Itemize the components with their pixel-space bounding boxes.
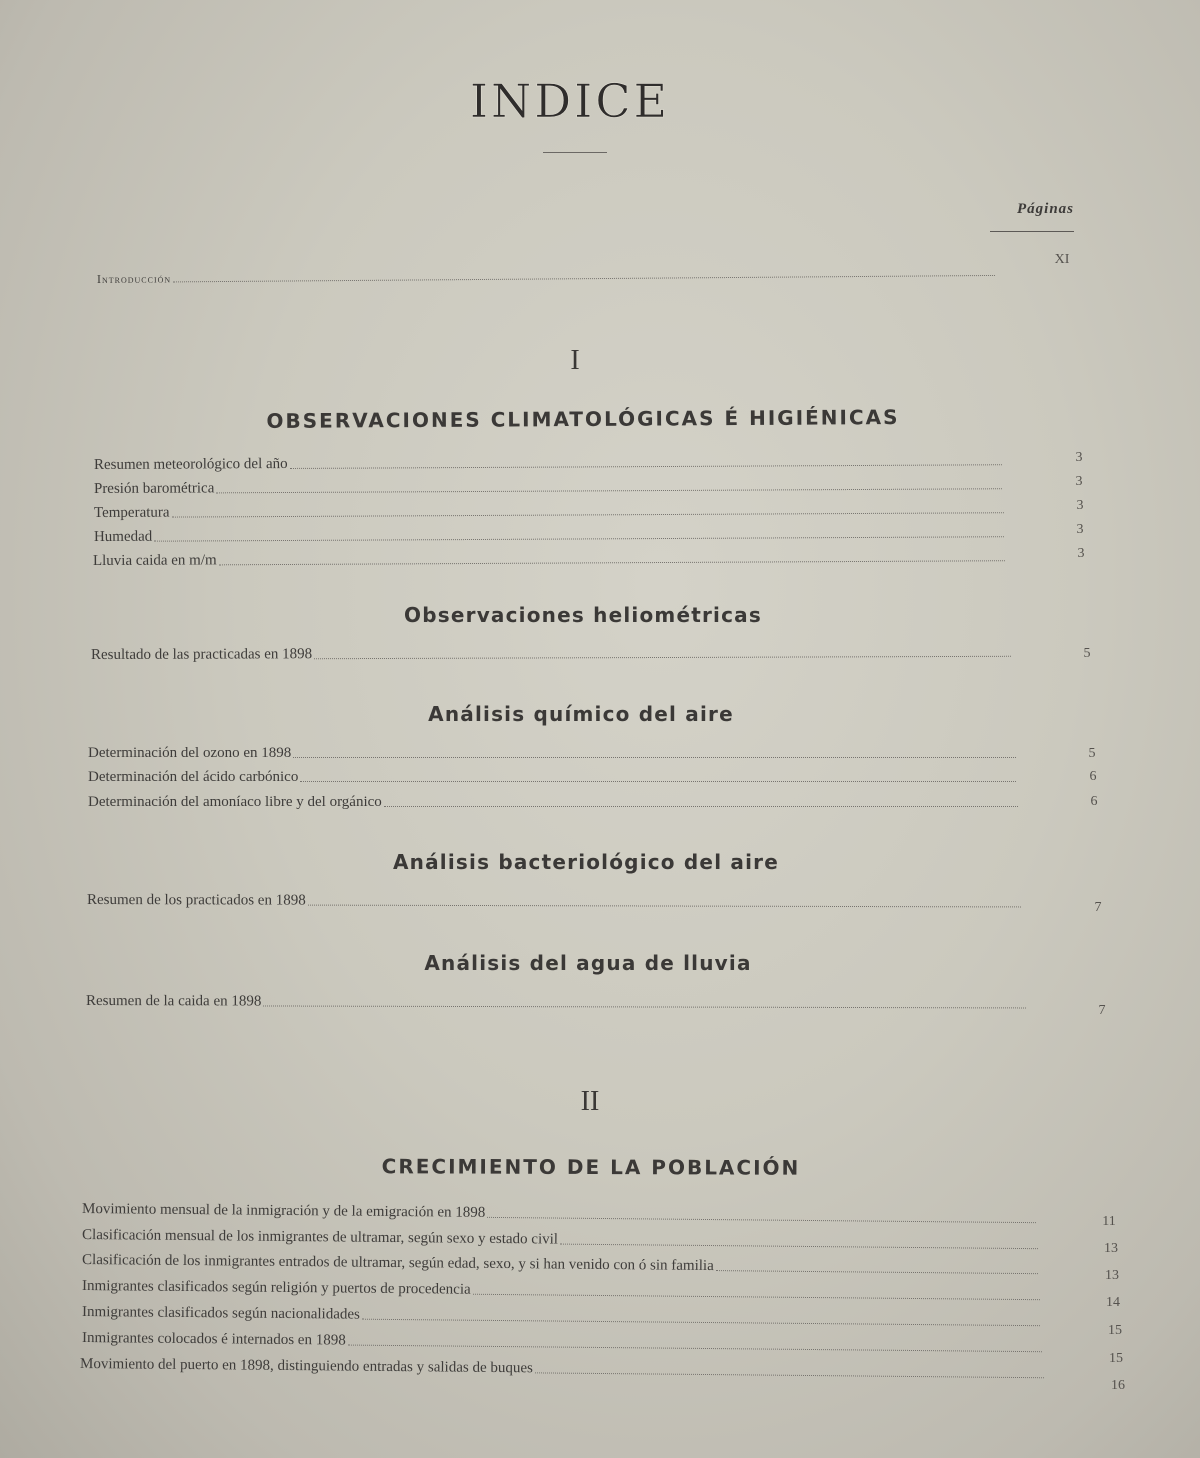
- toc-page-number: 3: [1075, 474, 1083, 489]
- toc-entry: [82, 1201, 1038, 1227]
- pages-column-rule: [990, 231, 1074, 232]
- toc-entry: [91, 644, 1013, 664]
- page-title: INDICE: [469, 74, 671, 128]
- dot-leader: [314, 656, 1011, 659]
- toc-entry-label: Determinación del amoníaco libre y del orgánico: [88, 794, 382, 810]
- toc-entry: [88, 769, 1018, 786]
- toc-entry: [94, 524, 1006, 546]
- section-heading-agua-lluvia: Análisis del agua de lluvia: [424, 951, 752, 975]
- part-numeral-2: II: [580, 1086, 600, 1117]
- toc-entry: [93, 548, 1007, 570]
- dot-leader: [216, 488, 1002, 493]
- toc-entry-label: Inmigrantes clasificados según nacionalidades: [82, 1304, 360, 1323]
- toc-entry: [94, 500, 1006, 522]
- toc-entry-label: Clasificación de los inmigrantes entrados de ultramar, según edad, sexo, y si han venido con ó sin familia: [82, 1252, 714, 1275]
- dot-leader: [487, 1217, 1036, 1223]
- toc-entry: [86, 993, 1028, 1012]
- pages-column-header: Páginas: [1016, 201, 1074, 217]
- toc-page-number: 7: [1094, 900, 1102, 915]
- toc-entry-label: Temperatura: [93, 504, 170, 521]
- toc-page-number: 3: [1077, 546, 1085, 561]
- toc-page-number: 11: [1102, 1214, 1116, 1229]
- section-heading-heliometricas: Observaciones heliométricas: [404, 603, 762, 627]
- toc-page-number: 6: [1090, 794, 1098, 809]
- toc-page-number: 7: [1098, 1003, 1106, 1018]
- toc-entry-intro: [97, 265, 997, 287]
- toc-entry-label: Humedad: [93, 528, 153, 545]
- toc-entry: [87, 892, 1023, 911]
- dot-leader: [473, 1294, 1040, 1300]
- toc-page-number: 6: [1089, 769, 1097, 784]
- toc-entry-label: Resumen meteorológico del año: [93, 455, 288, 473]
- toc-page-number: 3: [1076, 522, 1084, 537]
- toc-page-number: 5: [1083, 646, 1091, 661]
- toc-entry: [88, 745, 1018, 762]
- toc-entry-label: Determinación del ozono en 1898: [88, 745, 292, 761]
- dot-leader: [172, 512, 1004, 517]
- dot-leader: [560, 1244, 1038, 1250]
- toc-page-number: 3: [1075, 450, 1083, 465]
- dot-leader: [535, 1372, 1044, 1378]
- dot-leader: [219, 560, 1005, 565]
- toc-entry: [94, 452, 1004, 474]
- toc-entry: [80, 1356, 1046, 1382]
- toc-entry-label: Movimiento del puerto en 1898, distinguiendo entradas y salidas de buques: [80, 1356, 533, 1377]
- dot-leader: [263, 1005, 1026, 1008]
- toc-page-number: 5: [1088, 746, 1096, 761]
- toc-page-number: 15: [1108, 1323, 1122, 1338]
- section-heading-bacteriologico: Análisis bacteriológico del aire: [392, 850, 779, 874]
- dot-leader: [290, 464, 1002, 469]
- dot-leader: [362, 1319, 1040, 1327]
- dot-leader: [384, 806, 1018, 807]
- part-numeral-1: I: [570, 345, 580, 376]
- dot-leader: [308, 905, 1021, 908]
- section-heading-quimico: Análisis químico del aire: [428, 702, 734, 726]
- toc-page-number: XI: [1054, 252, 1070, 267]
- toc-entry: [88, 794, 1020, 811]
- toc-page-number: 13: [1104, 1241, 1118, 1256]
- toc-page-number: 3: [1076, 498, 1084, 513]
- toc-page-number: 15: [1109, 1351, 1123, 1366]
- toc-entry: [82, 1304, 1042, 1330]
- toc-entry-label: Resultado de las practicadas en 1898: [90, 646, 313, 663]
- dot-leader: [173, 275, 995, 282]
- title-divider: [543, 152, 607, 153]
- toc-entry: [82, 1227, 1040, 1253]
- toc-entry: [82, 1330, 1044, 1356]
- dot-leader: [716, 1270, 1038, 1274]
- dot-leader: [154, 536, 1004, 541]
- toc-entry-label: Presión barométrica: [93, 480, 215, 497]
- toc-entry-label: Introducción: [96, 271, 172, 287]
- toc-entry-label: Clasificación mensual de los inmigrantes de ultramar, según sexo y estado civil: [82, 1227, 559, 1248]
- dot-leader: [293, 757, 1016, 758]
- toc-page-number: 13: [1105, 1268, 1119, 1283]
- toc-entry-label: Inmigrantes colocados é internados en 1898: [82, 1330, 346, 1349]
- dot-leader: [300, 781, 1016, 782]
- section-heading-climatologicas: OBSERVACIONES CLIMATOLÓGICAS É HIGIÉNICAS: [266, 405, 900, 433]
- toc-entry: [94, 476, 1004, 498]
- toc-page-number: 14: [1106, 1295, 1120, 1310]
- section-heading-poblacion: CRECIMIENTO DE LA POBLACIÓN: [381, 1154, 801, 1180]
- toc-entry-label: Determinación del ácido carbónico: [88, 769, 299, 785]
- toc-page-number: 16: [1111, 1378, 1125, 1393]
- toc-entry: [82, 1278, 1042, 1304]
- toc-entry-label: Resumen de los practicados en 1898: [87, 892, 306, 909]
- toc-entry-label: Movimiento mensual de la inmigración y de la emigración en 1898: [82, 1201, 486, 1221]
- dot-leader: [348, 1345, 1042, 1353]
- toc-entry-label: Lluvia caida en m/m: [92, 552, 217, 569]
- toc-entry: [82, 1252, 1040, 1278]
- toc-entry-label: Resumen de la caida en 1898: [86, 993, 262, 1010]
- toc-entry-label: Inmigrantes clasificados según religión y puertos de procedencia: [82, 1278, 471, 1298]
